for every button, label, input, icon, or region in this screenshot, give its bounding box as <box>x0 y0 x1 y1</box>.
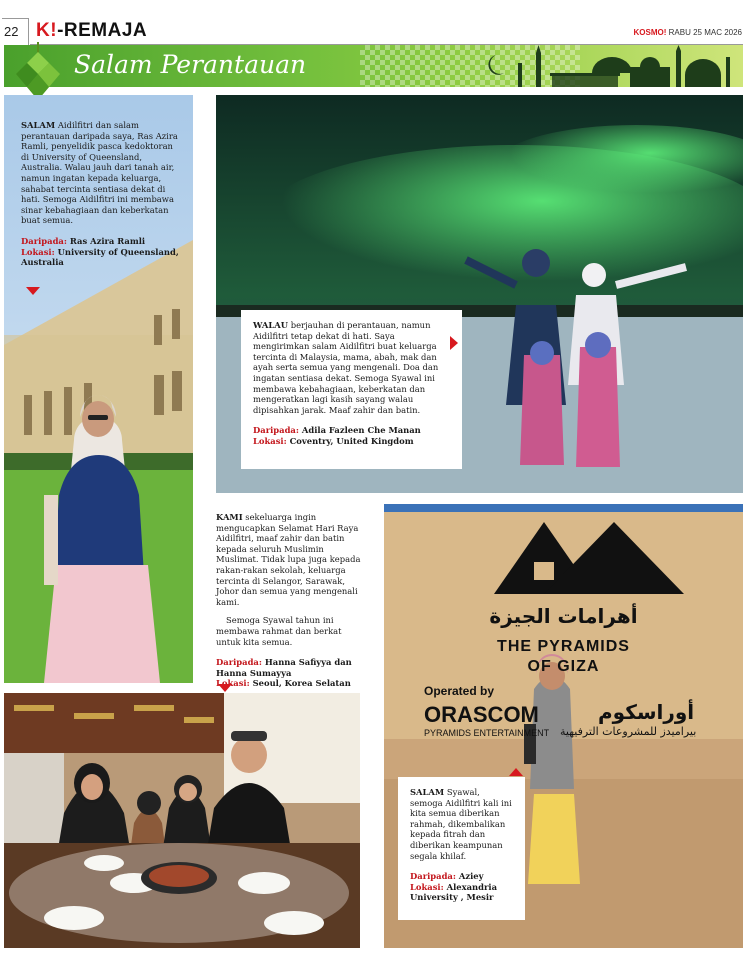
story-australia-text <box>21 120 180 226</box>
brand-name: KOSMO! <box>633 28 667 37</box>
story-uk-box <box>241 310 462 469</box>
page-number: 22 <box>4 24 19 39</box>
story-australia-body: Aidilfitri dan salam perantauan daripada saya, Ras Azira Ramli, penyelidik pasca kedoktoran di University of Queensland, Australia. Walau jauh dari tanah air, namun ingatan kepada keluarga, sahabat tercinta sentiasa dekat di hati. Semoga Aidilfitri ini membawa sinar kebahagiaan dan keberkatan buat semua. <box>21 120 178 226</box>
section-logo <box>36 20 147 42</box>
location-label: Lokasi: <box>216 678 250 689</box>
header-meta <box>634 28 743 37</box>
from-value: Aziey <box>455 871 484 882</box>
pointer-arrow-right <box>450 336 458 350</box>
sign-name-line1: THE PYRAMIDS <box>497 638 630 655</box>
story-egypt-from <box>410 871 513 882</box>
pointer-arrow-down-korea <box>218 684 232 692</box>
story-uk-from <box>253 425 450 436</box>
location-value: Alexandria University , Mesir <box>410 881 498 903</box>
section-logo-name: -REMAJA <box>57 20 148 41</box>
photo-korea-family-dinner <box>4 693 360 948</box>
location-value: Coventry, United Kingdom <box>286 435 414 446</box>
location-value: University of Queensland, Australia <box>21 246 179 268</box>
story-australia-location <box>21 247 180 268</box>
story-korea-body: sekeluarga ingin mengucapkan Selamat Hari Raya Aidilfitri, maaf zahir dan batin kepada seluruh Muslimin Muslimat. Tidak lupa juga kepada rakan-rakan sekolah, keluarga tercinta di Selangor, Sarawak, Johor dan semua yang mengenali kami. <box>216 512 361 607</box>
story-uk-text <box>253 320 450 415</box>
story-egypt-body: Syawal, semoga Aidilfitri kali ini kita semua diberikan rahmah, dikembalikan kepada fitrah dan diberikan keampunan segala khilaf. <box>410 787 512 861</box>
location-value: Seoul, Korea Selatan <box>249 678 351 689</box>
story-uk-body: berjauhan di perantauan, namun Aidilfitri tetap dekat di hati. Saya mengirimkan salam Aidilfitri buat keluarga tercinta di Malaysia, mama, abah, mak dan ayah serta semua yang mengenali. Doa dan ingatan sentiasa dekat. Semoga Syawal ini membawa kebahagiaan, keberkatan dan mengeratkan lagi kasih sayang walau dipisahkan jarak. Maaf zahir dan batin. <box>253 320 439 415</box>
story-egypt-lead: SALAM <box>410 787 445 797</box>
sign-company-arabic: أوراسكوم <box>598 700 695 724</box>
story-korea-lead: KAMI <box>216 512 243 522</box>
story-korea-box <box>216 512 366 689</box>
sign-name-line2: OF GIZA <box>527 658 600 675</box>
story-australia-lead: SALAM <box>21 120 56 130</box>
from-value: Ras Azira Ramli <box>66 235 146 246</box>
from-value: Hanna Safiyya dan Hanna Sumayya <box>216 657 352 678</box>
sign-company: ORASCOM <box>424 702 539 727</box>
location-label: Lokasi: <box>253 435 287 446</box>
story-egypt-text <box>410 787 513 861</box>
banner-title: Salam Perantauan <box>74 50 307 79</box>
location-label: Lokasi: <box>410 881 444 892</box>
sign-subline: PYRAMIDS ENTERTAINMENT <box>424 728 550 738</box>
sign-subline-arabic: بيراميدز للمشروعات الترفيهية <box>560 725 697 738</box>
mosque-skyline-icon <box>480 45 743 87</box>
story-korea-location <box>216 678 366 689</box>
from-label: Daripada: <box>216 657 262 668</box>
story-egypt-box <box>398 777 525 920</box>
story-uk-location <box>253 436 450 447</box>
story-uk-lead: WALAU <box>253 320 289 330</box>
story-korea-body2: Semoga Syawal tahun ini membawa rahmat dan berkat untuk kita semua. <box>216 615 342 647</box>
story-australia-from <box>21 236 180 247</box>
from-value: Adila Fazleen Che Manan <box>298 425 421 436</box>
story-korea-from <box>216 657 366 678</box>
story-korea-text <box>216 512 366 607</box>
from-label: Daripada: <box>21 235 67 246</box>
section-logo-k: K! <box>36 20 58 41</box>
from-label: Daripada: <box>410 871 456 882</box>
pointer-arrow-down <box>26 287 40 295</box>
from-label: Daripada: <box>253 425 299 436</box>
story-australia-box <box>15 112 186 288</box>
location-label: Lokasi: <box>21 246 55 257</box>
issue-date: RABU 25 MAC 2026 <box>668 28 742 37</box>
sign-operated-by: Operated by <box>424 684 495 698</box>
story-egypt-location <box>410 882 513 903</box>
sign-arabic-name: أهرامات الجيزة <box>489 604 638 628</box>
pointer-arrow-up <box>509 768 523 776</box>
